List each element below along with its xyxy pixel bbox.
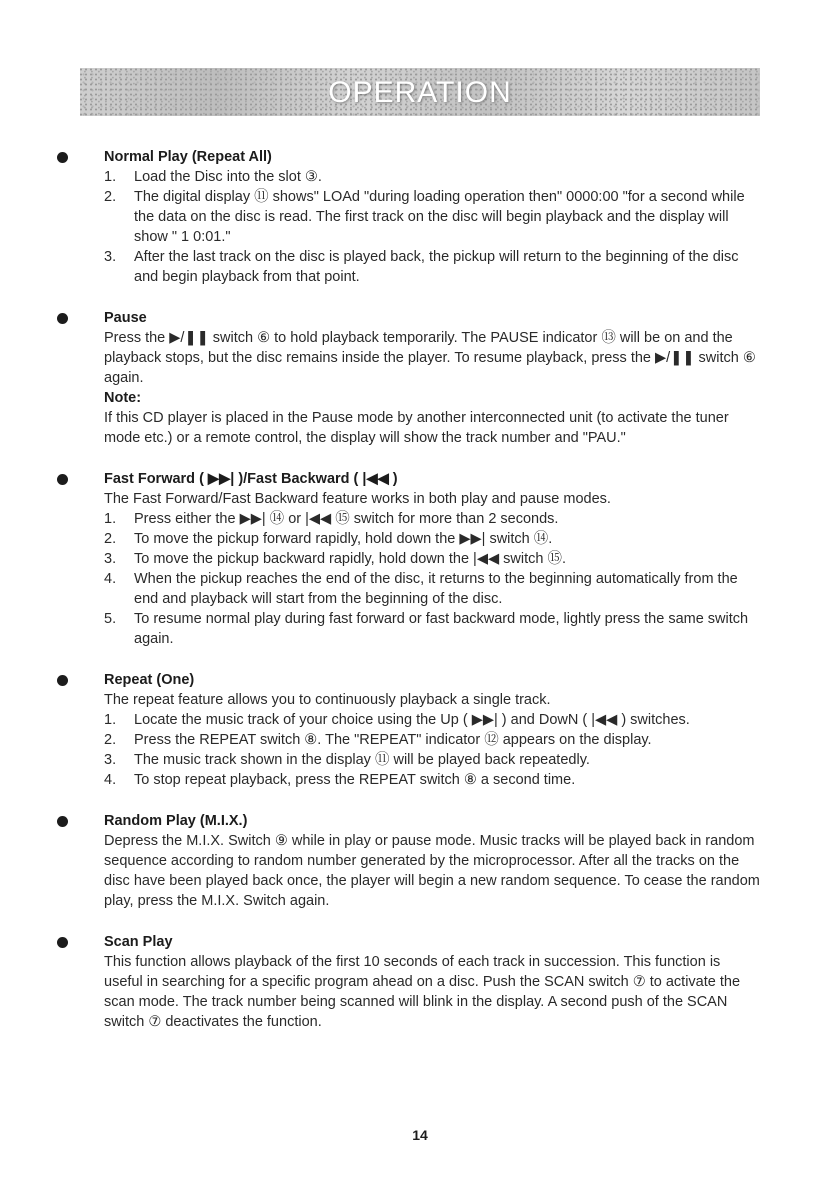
section-heading: Normal Play (Repeat All) [104, 149, 272, 165]
section-pause [80, 309, 760, 448]
section-paragraph: Press the ▶/❚❚ switch ⑥ to hold playback temporarily. The PAUSE indicator ⑬ will be on and the playback stops, but the disc remains inside the player. To resume playback, press the ▶/❚❚ switch ⑥ again. [104, 330, 756, 386]
bullet-icon [57, 313, 68, 324]
list-item: 2. The digital display ⑪ shows" LOAd "during loading operation then" 0000:00 "for a second while the data on the disc is read. The first track on the disc will begin playback and the display will show " 1 0:01." [104, 189, 745, 245]
list-item: 4. When the pickup reaches the end of the disc, it returns to the beginning automatically from the end and playback will start from the beginning of the disc. [104, 571, 738, 607]
list-item: 3. To move the pickup backward rapidly, hold down the |◀◀ switch ⑮. [104, 551, 566, 567]
section-heading: Fast Forward ( ▶▶| )/Fast Backward ( |◀◀ ) [104, 471, 398, 487]
list-item: 4. To stop repeat playback, press the REPEAT switch ⑧ a second time. [104, 772, 576, 788]
bullet-icon [57, 937, 68, 948]
note-title: Note: [104, 390, 142, 406]
manual-content [80, 148, 760, 1054]
list-item: 1. Locate the music track of your choice using the Up ( ▶▶| ) and DowN ( |◀◀ ) switches. [104, 712, 690, 728]
section-normal-play [80, 148, 760, 287]
steps-list [104, 509, 760, 649]
section-paragraph: The Fast Forward/Fast Backward feature works in both play and pause modes. [104, 491, 611, 507]
steps-list [104, 167, 760, 287]
bullet-icon [57, 816, 68, 827]
banner-title: OPERATION [328, 76, 512, 109]
list-item: 2. Press the REPEAT switch ⑧. The "REPEAT" indicator ⑫ appears on the display. [104, 732, 652, 748]
section-paragraph: Depress the M.I.X. Switch ⑨ while in play or pause mode. Music tracks will be played back in random sequence according to random number generated by the microprocessor. After all the tracks on the disc have been played back once, the player will begin a new random sequence. To cease the random play, press the M.I.X. Switch again. [104, 833, 760, 909]
bullet-icon [57, 474, 68, 485]
section-heading: Pause [104, 310, 147, 326]
section-repeat-one [80, 671, 760, 790]
section-paragraph: The repeat feature allows you to continuously playback a single track. [104, 692, 551, 708]
section-heading: Random Play (M.I.X.) [104, 813, 248, 829]
list-item: 3. The music track shown in the display ⑪ will be played back repeatedly. [104, 752, 590, 768]
section-random-play [80, 812, 760, 911]
list-item: 1. Press either the ▶▶| ⑭ or |◀◀ ⑮ switch for more than 2 seconds. [104, 511, 559, 527]
section-scan-play [80, 933, 760, 1032]
section-paragraph: This function allows playback of the first 10 seconds of each track in succession. This function is useful in searching for a specific program ahead on a disc. Push the SCAN switch ⑦ to activate the scan mode. The track number being scanned will blink in the display. A second push of the SCAN switch ⑦ deactivates the function. [104, 954, 741, 1030]
page-number: 14 [412, 1127, 428, 1143]
section-heading: Repeat (One) [104, 672, 195, 688]
list-item: 3. After the last track on the disc is played back, the pickup will return to the beginning of the disc and begin playback from that point. [104, 249, 739, 285]
bullet-icon [57, 152, 68, 163]
list-item: 1. Load the Disc into the slot ③. [104, 169, 322, 185]
section-fast-forward-backward [80, 470, 760, 649]
list-item: 5. To resume normal play during fast forward or fast backward mode, lightly press the same switch again. [104, 611, 749, 647]
note-text: If this CD player is placed in the Pause mode by another interconnected unit (to activate the tuner mode etc.) or a remote control, the display will show the track number and "PAU." [104, 410, 729, 446]
section-heading: Scan Play [104, 934, 173, 950]
section-banner [80, 68, 760, 116]
steps-list [104, 710, 760, 790]
list-item: 2. To move the pickup forward rapidly, hold down the ▶▶| switch ⑭. [104, 531, 553, 547]
bullet-icon [57, 675, 68, 686]
